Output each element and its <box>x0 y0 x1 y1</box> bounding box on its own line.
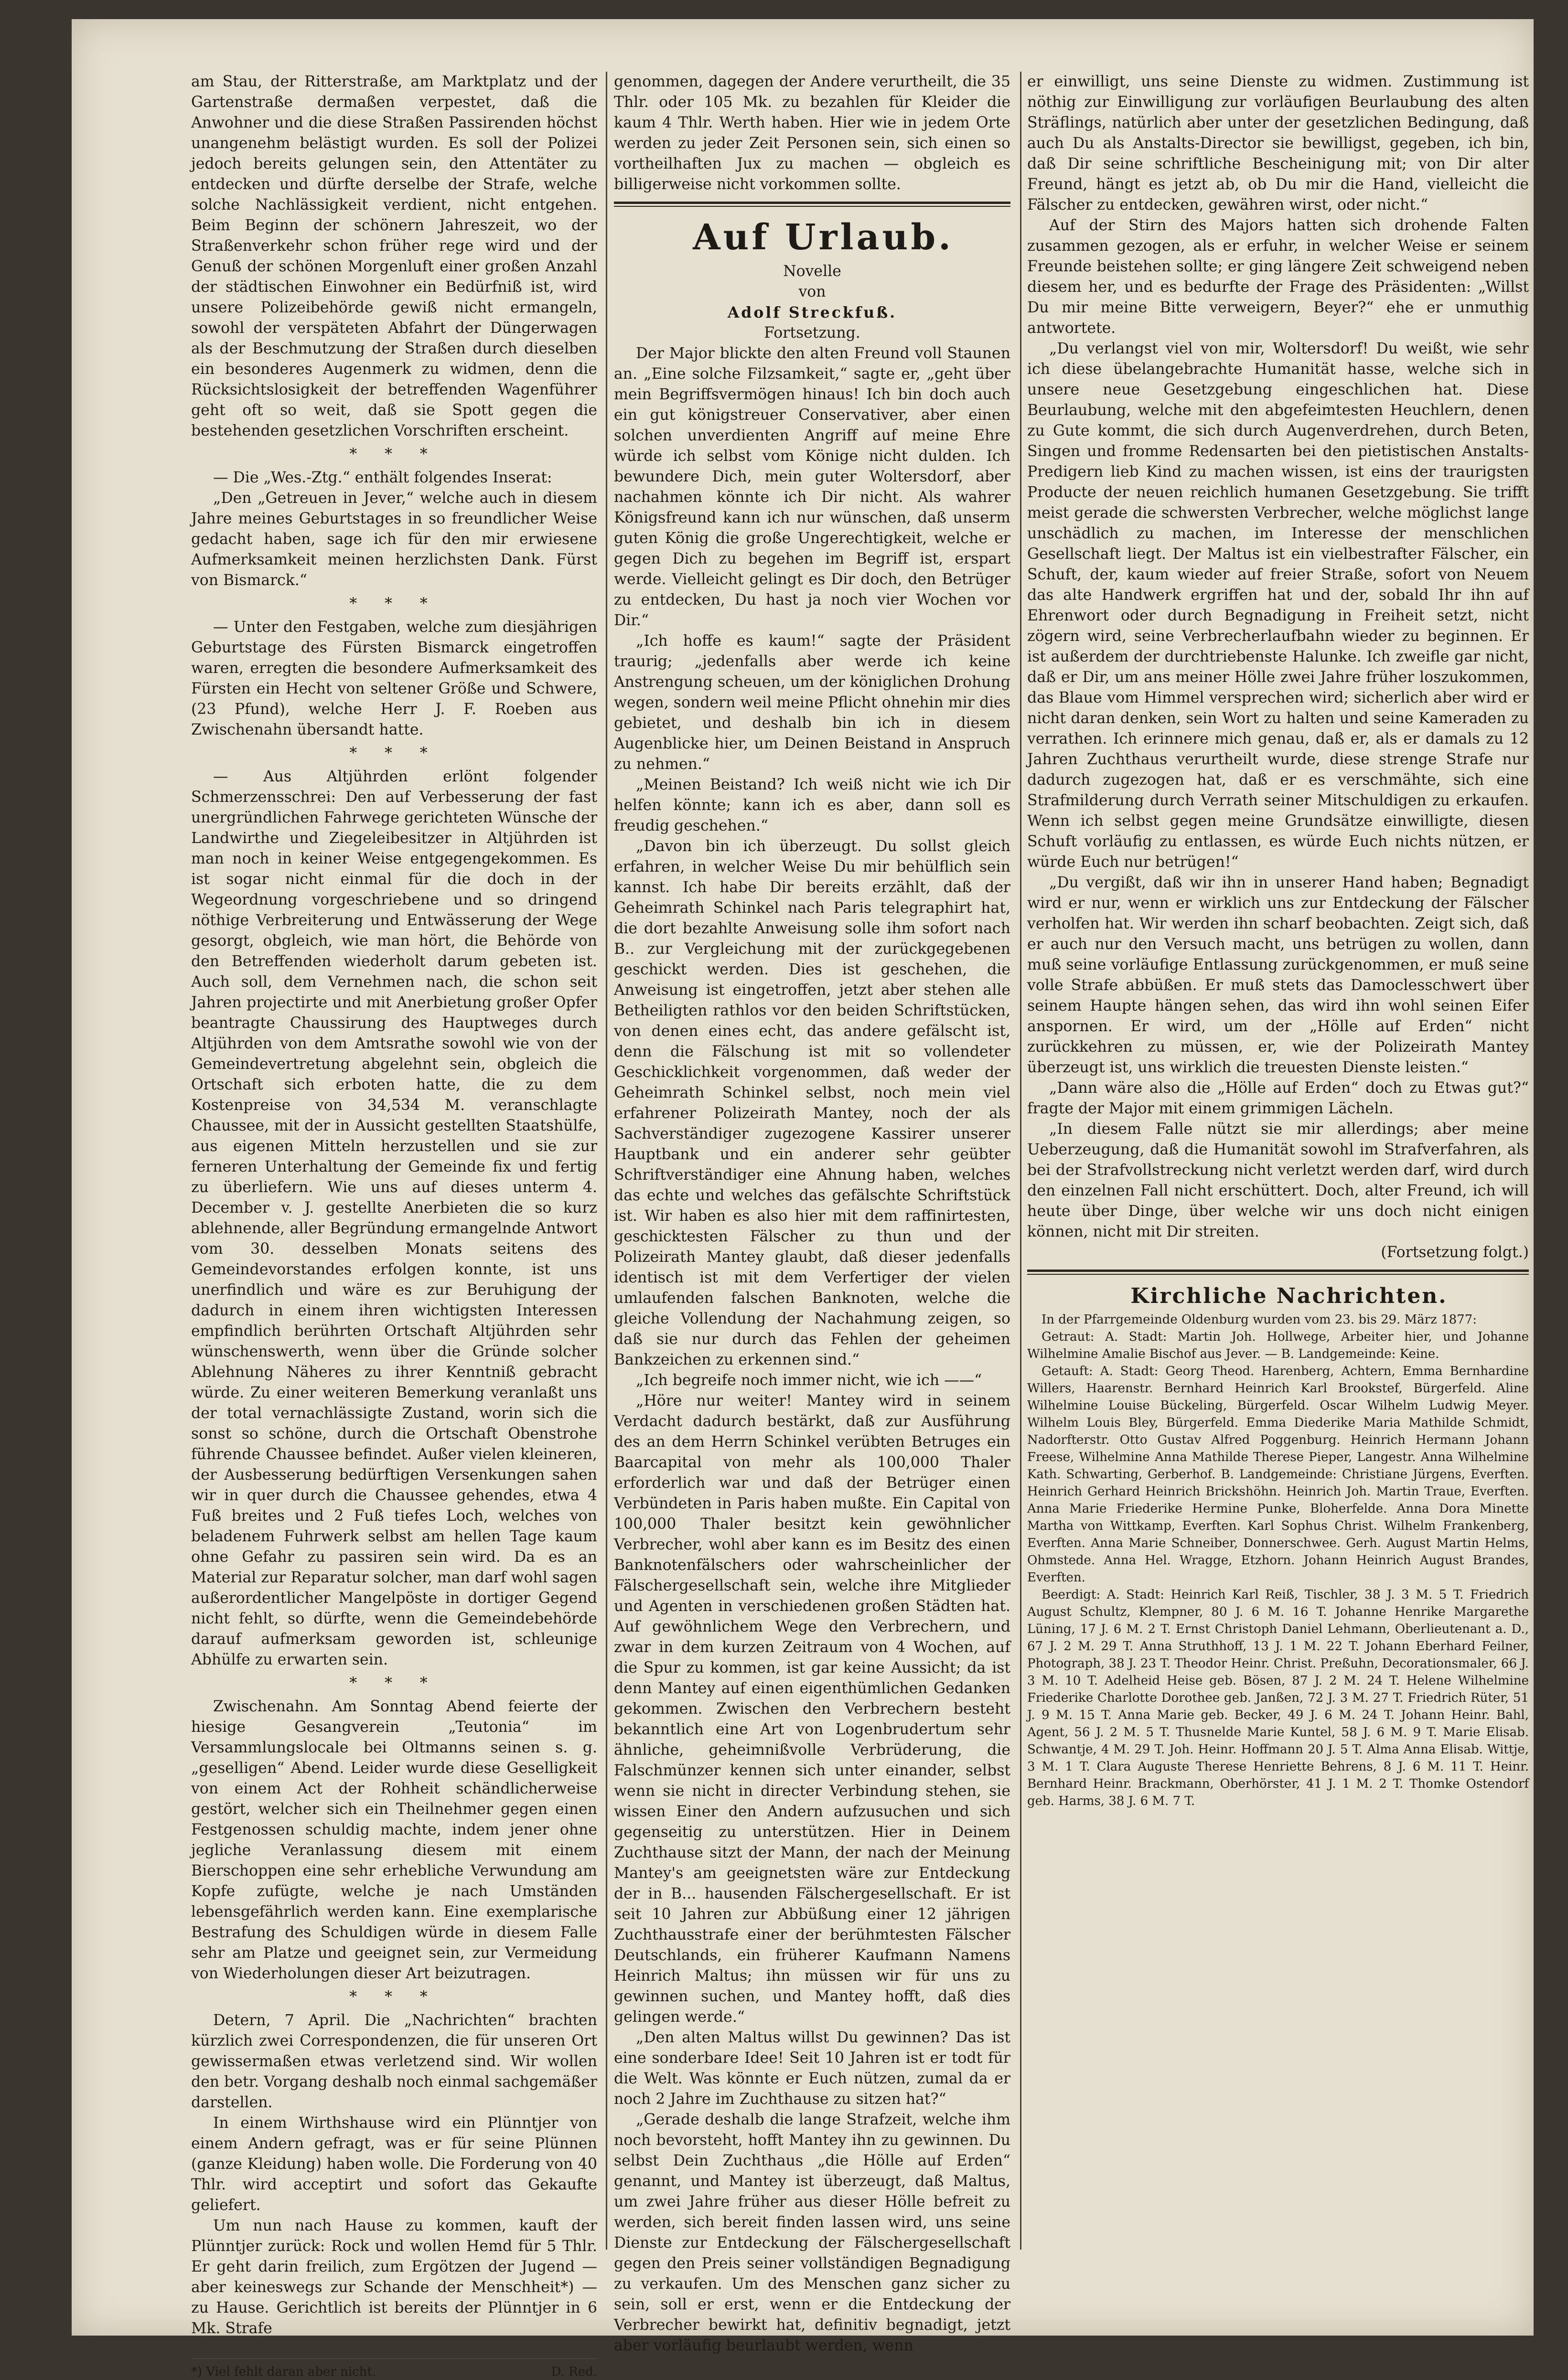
church-news-body <box>1027 1311 1529 1810</box>
column-2 <box>614 72 1010 2354</box>
footnote-text: *) Viel fehlt daran aber nicht. <box>191 2365 376 2379</box>
story-continuation: Fortsetzung. <box>764 324 860 342</box>
story-paragraph: „Ich hoffe es kaum!“ sagte der Präsident traurig; „jedenfalls aber werde ich keine Anstrengung scheuen, um der königlichen Drohung wegen, sondern weil meine Pflicht ohnehin mir dies gebietet, und deshalb bin ich in diesem Augenblicke hier, um Deinen Beistand in Anspruch zu nehmen.“ <box>614 632 1010 773</box>
article-zwischenahn: Zwischenahn. Am Sonntag Abend feierte der hiesige Gesangverein „Teutonia“ im Versammlungslocale bei Oltmanns seinen s. g. „geselligen“ Abend. Leider wurde diese Geselligkeit von einem Act der Rohheit schändlicherweise gestört, welcher sich ein Theilnehmer gegen einen Festgenossen schuldig machte, indem jener ohne jegliche Veranlassung diesem mit einem Bierschoppen eine sehr erhebliche Verwundung am Kopfe zufügte, welche je nach Umständen lebensgefährlich werden kann. Eine exemplarische Bestrafung des Schuldigen würde in diesem Falle sehr am Platze und geeignet sein, zur Vermeidung von Wiederholungen dieser Art beizutragen. <box>191 1698 597 1982</box>
article-detern-end: genommen, dagegen der Andere verurtheilt, die 35 Thlr. oder 105 Mk. zu bezahlen für Kleider die kaum 4 Thlr. Werth haben. Hier wie in jedem Orte werden zu jeder Zeit Personen sein, sich einen so vortheilhaften Jux zu machen — obgleich es billigerweise nicht vorkommen sollte. <box>614 73 1010 193</box>
story-by: von <box>798 283 826 300</box>
separator: * * * <box>349 595 439 612</box>
story-paragraph: „Meinen Beistand? Ich weiß nicht wie ich Dir helfen könnte; kann ich es aber, dann soll es freudig geschehen.“ <box>614 776 1010 834</box>
section-rule <box>614 202 1010 207</box>
article-inserat: „Den „Getreuen in Jever,“ welche auch in diesem Jahre meines Geburtstages in so freundlicher Weise gedacht haben, sage ich für den mir erwiesene Aufmerksamkeit meinen herzlichsten Dank. Fürst von Bismarck.“ <box>191 490 597 589</box>
church-news-baptized: Getauft: A. Stadt: Georg Theod. Harenberg, Achtern, Emma Bernhardine Willers, Haarenstr. Bernhard Heinrich Karl Brookstef, Bürgerfeld. Aline Wilhelmine Louise Bückeling, Bürgerfeld. Oscar Wilhelm Ludwig Meyer. Wilhelm Louis Bley, Bürgerfeld. Emma Diederike Maria Mathilde Schmidt, Nadorfterstr. Otto Gustav Alfred Poggenburg. Heinrich Hermann Johann Freese, Wilhelmine Anna Mathilde Therese Pieper, Langestr. Anna Wilhelmine Kath. Schwarting, Gerberhof. B. Landgemeinde: Christiane Jürgens, Everften. Heinrich Gerhard Heinrich Brickshöhn. Heinrich Joh. Martin Traue, Everften. Anna Marie Friederike Hermine Punke, Bloherfelde. Anna Dora Minette Martha von Wittkamp, Everften. Karl Sophus Christ. Wilhelm Frankenberg, Everften. Anna Marie Schneiber, Donnerschwee. Gerh. August Martin Helms, Ohmstede. Anna Hel. Wragge, Etzhorn. Johann Heinrich August Brandes, Everften. <box>1027 1364 1529 1585</box>
article-detern-3: Um nun nach Hause zu kommen, kauft der Plünntjer zurück: Rock und wollen Hemd für 5 Thlr. Er geht darin freilich, zum Ergötzen der Jugend — aber keineswegs zur Schande der Menschheit*) — zu Hause. Gerichtlich ist bereits der Plünntjer in 6 Mk. Strafe <box>191 2217 597 2337</box>
story-genre: Novelle <box>783 263 841 280</box>
story-paragraph: „Gerade deshalb die lange Strafzeit, welche ihm noch bevorsteht, hofft Mantey ihn zu gewinnen. Du selbst Dein Zuchthaus „die Hölle auf Erden“ genannt, und Mantey ist überzeugt, daß Maltus, um zwei Jahre früher aus dieser Hölle befreit zu werden, sich bereit finden lassen wird, uns seine Dienste zur Entdeckung der Fälschergesellschaft gegen den Preis seiner vollständigen Begnadigung zu verkaufen. Um des Menschen ganz sicher zu sein, soll er erst, wenn er die Entdeckung der Verbrecher bewirkt hat, definitiv begnadigt, jetzt aber vorläufig beurlaubt werden, wenn <box>614 2111 1010 2354</box>
article-altjuehrden: — Aus Altjührden erlönt folgender Schmerzensschrei: Den auf Verbesserung der fast unergründlichen Fahrwege gerichteten Wünsche der Landwirthe und Ziegeleibesitzer in Altjührden ist man noch in keiner Weise entgegengekommen. Es ist sogar nicht einmal für die doch in der Wegeordnung vorgeschriebene und so dringend nöthige Verbreiterung und Entwässerung der Wege gesorgt, obgleich, wie man hört, die Behörde von den Betreffenden wiederholt darum gebeten ist. Auch soll, dem Vernehmen nach, die schon seit Jahren projectirte und mit Anerbietung großer Opfer beantragte Chaussirung des Hauptweges durch Altjührden von dem Amtsrathe sowohl wie von der Gemeindevertretung abgelehnt sein, obgleich die Ortschaft sich erboten hatte, die zu dem Kostenpreise von 34,534 M. veranschlagte Chaussee, mit der in Aussicht gestellten Staatshülfe, aus eigenen Mitteln herzustellen und sie zur ferneren Unterhaltung der Gemeinde fix und fertig zu überliefern. Wie uns auf dieses unterm 4. December v. J. gestellte Anerbieten die so kurz ablehnende, aller Begründung ermangelnde Antwort vom 30. desselben Monats seitens des Gemeindevorstandes erfolgen konnte, ist uns unerfindlich und wäre es zur Beruhigung der dadurch in einem ihren wichtigsten Interessen empfindlich berührten Ortschaft Altjührden sehr wünschenswerth, wenn über die Gründe solcher Ablehnung Näheres zu ihrer Kenntniß gebracht würde. Zu einer weiteren Bemerkung veranlaßt uns der total vernachlässigte Zustand, worin sich die sonst so schöne, durch die Ortschaft Obenstrohe führende Chaussee befindet. Außer vielen kleineren, der Ausbesserung bedürftigen Versenkungen sahen wir in quer durch die Chaussee gehendes, etwa 4 Fuß breites und 2 Fuß tiefes Loch, welches von beladenem Fuhrwerk selbst am hellen Tage kaum ohne Gefahr zu passiren sein wird. Da es an Material zur Reparatur solcher, man darf wohl sagen außerordentlicher Mangelpöste in dortiger Gegend nicht fehlt, so dürfte, wenn die Gemeindebehörde darauf aufmerksam geworden ist, schleunige Abhülfe zu erwarten sein. <box>191 768 597 1668</box>
story-paragraph: „Du vergißt, daß wir ihn in unserer Hand haben; Begnadigt wird er nur, wenn er wirklich uns zur Entdeckung der Fälscher verholfen hat. Wir werden ihn scharf beobachten. Zeigt sich, daß er auch nur den Versuch macht, uns betrügen zu wollen, dann muß seine vorläufige Entlassung zurückgenommen, er muß seine volle Strafe abbüßen. Er muß stets das Damoclesschwert über seinem Haupte hängen sehen, das wird ihn wohl seinen Eifer anspornen. Er wird, um der „Hölle auf Erden“ nicht zurückkehren zu müssen, er, wie der Polizeirath Mantey überzeugt ist, uns wirklich die treuesten Dienste leisten.“ <box>1027 874 1529 1076</box>
story-paragraph: Der Major blickte den alten Freund voll Staunen an. „Eine solche Filzsamkeit,“ sagte er, „geht über mein Begriffsvermögen hinaus! Ich bin doch auch ein gut königstreuer Conservativer, aber einen solchen unverdienten Angriff auf meine Ehre würde ich selbst vom Könige nicht dulden. Ich bewundere Dich, mein guter Woltersdorf, aber nachahmen könnte ich Dir nicht. Als wahrer Königsfreund kann ich nur wünschen, daß unserm guten König die große Ungerechtigkeit, welche er gegen Dich zu begehen im Begriff ist, erspart werde. Vielleicht gelingt es Dir doch, den Betrüger zu entdecken, Du hast ja noch vier Wochen vor Dir.“ <box>614 345 1010 629</box>
story-title: Auf Urlaub. <box>693 217 954 258</box>
story-paragraph: „Höre nur weiter! Mantey wird in seinem Verdacht dadurch bestärkt, daß zur Ausführung des an dem Herrn Schinkel verübten Betruges ein Baarcapital von mehr als 100,000 Thaler erforderlich war und daß der Betrüger einen Verbündeten in Paris haben mußte. Ein Capital von 100,000 Thaler besitzt kein gewöhnlicher Verbrecher, wohl aber kann es im Besitz des einen Banknotenfälschers oder wahrscheinlicher der Fälschergesellschaft sein, welche ihre Mitglieder und Agenten in verschiedenen großen Städten hat. Auf gewöhnlichem Wege den Verbrechern, und zwar in dem kurzen Zeitraum von 4 Wochen, auf die Spur zu kommen, ist gar keine Aussicht; da ist denn Mantey auf einen eigenthümlichen Gedanken gekommen. Zwischen den Verbrechern besteht bekanntlich eine Art von Logenbrudertum sehr ähnliche, geheimnißvolle Verbrüderung, die Falschmünzer kennen sich unter einander, selbst wenn sie nicht in directer Verbindung stehen, sie wissen Einer den Andern aufzusuchen und sich gegenseitig zu unterstützen. Hier in Deinem Zuchthause sitzt der Mann, der nach der Meinung Mantey's am geeignetsten wäre zur Entdeckung der in B... hausenden Fälschergesellschaft. Er ist seit 10 Jahren zur Abbüßung einer 12 jährigen Zuchthausstrafe einer der berühmtesten Fälscher Deutschlands, ein früherer Kaufmann Namens Heinrich Maltus; ihn müssen wir für uns zu gewinnen suchen, und Mantey hofft, daß dies gelingen werde.“ <box>614 1392 1010 2026</box>
to-be-continued: (Fortsetzung folgt.) <box>1381 1244 1529 1261</box>
story-paragraph: „Den alten Maltus willst Du gewinnen? Das ist eine sonderbare Idee! Seit 10 Jahren ist er todt für die Welt. Was könnte er Euch nützen, zumal da er noch 2 Jahre im Zuchthause zu sitzen hat?“ <box>614 2029 1010 2108</box>
column-rule <box>606 72 607 2250</box>
article-wes-ztg: — Die „Wes.-Ztg.“ enthält folgendes Inserat: <box>213 469 552 486</box>
separator: * * * <box>349 1988 439 2006</box>
footnote <box>191 2358 597 2380</box>
separator: * * * <box>349 1675 439 1692</box>
church-news-married: Getraut: A. Stadt: Martin Joh. Hollwege, Arbeiter hier, und Johanne Wilhelmine Amalie Bischof aus Jever. — B. Landgemeinde: Keine. <box>1027 1330 1529 1361</box>
separator: * * * <box>349 745 439 762</box>
column-3 <box>1027 72 1529 2250</box>
story-paragraph: „Du verlangst viel von mir, Woltersdorf! Du weißt, wie sehr ich diese übelangebrachte Humanität hasse, welche sich in unsere neue Gesetzgebung eingeschlichen hat. Diese Beurlaubung, welche mit den abgefeimtesten Heuchlern, denen zu Gute kommt, die sich durch Augenverdrehen, durch Beten, Singen und fromme Redensarten bei den pietistischen Anstalts-Predigern lieb Kind zu machen wissen, ist eins der traurigsten Producte der neuen reichlich humanen Gesetzgebung. Sie trifft meist gerade die schwersten Verbrecher, welche möglichst lange unschädlich zu machen, im Interesse der menschlichen Gesellschaft liegt. Der Maltus ist ein vielbestrafter Fälscher, ein Schuft, der, kaum wieder auf freier Straße, sofort von Neuem das alte Handwerk ergriffen hat und der, sobald Ihr ihn auf Ehrenwort oder durch Begnadigung in Freiheit setzt, nicht zögern wird, seine Verbrecherlaufbahn wieder zu beginnen. Er ist außerdem der durchtriebenste Halunke. Ich zweifle gar nicht, daß er Dir, um ans meiner Hölle zwei Jahre früher loszukommen, das Blaue vom Himmel versprechen wird; sicherlich aber wird er nicht daran denken, sein Wort zu halten und seine Kameraden zu verrathen. Ich erinnere mich genau, daß er, als er damals zu 12 Jahren Zuchthaus verurtheilt wurde, diese strenge Strafe nur dadurch zugezogen hat, daß er es verschmähte, sich eine Strafmilderung durch Verrath seiner Mitschuldigen zu erkaufen. Wenn ich selbst gegen meine Grundsätze einwilligte, diesen Schuft vorläufig zu entlassen, es würde Euch nichts nützen, er würde Euch nur betrügen!“ <box>1027 340 1529 871</box>
column-rule <box>1020 72 1021 2250</box>
story-paragraph: er einwilligt, uns seine Dienste zu widmen. Zustimmung ist nöthig zur Einwilligung zur vorläufigen Beurlaubung des alten Sträflings, natürlich aber unter der gesetzlichen Bedingung, daß auch Du als Anstalts-Director sie bewilligst, gegeben, ich bin, daß Dir seine schriftliche Bescheinigung mit; von Dir alter Freund, hängt es jetzt ab, ob Du mir die Hand, vielleicht die Fälscher zu entdecken, gewähren wirst, oder nicht.“ <box>1027 73 1529 213</box>
story-paragraph: „Davon bin ich überzeugt. Du sollst gleich erfahren, in welcher Weise Du mir behülflich sein kannst. Ich habe Dir bereits erzählt, daß der Geheimrath Schinkel nach Paris telegraphirt hat, die dort bezahlte Anweisung solle ihm sofort nach B.. zur Vergleichung mit der zurückgegebenen geschickt werden. Dies ist geschehen, die Anweisung ist eingetroffen, jetzt aber stehen alle Betheiligten rathlos vor den beiden Schriftstücken, von denen eines echt, das andere gefälscht ist, denn die Fälschung ist mit so vollendeter Geschicklichkeit vorgenommen, daß weder der Geheimrath Schinkel selbst, noch mein viel erfahrener Polizeirath Mantey, noch der als Sachverständiger zugezogene Kassirer unserer Hauptbank und ein anderer sehr geübter Schriftverständiger eine Ahnung haben, welches das echte und welches das gefälschte Schriftstück ist. Wir haben es also hier mit dem raffinirtesten, geschicktesten Fälscher zu thun und der Polizeirath Mantey glaubt, daß dieser jedenfalls identisch ist mit dem Verfertiger der vielen umlaufenden falschen Banknoten, welche die gleiche Vollendung der Nachahmung zeigen, so daß sie nur durch das Fehlen der geheimen Bankzeichen zu erkennen sind.“ <box>614 838 1010 1368</box>
church-news-intro: In der Pfarrgemeinde Oldenburg wurden vom 23. bis 29. März 1877: <box>1042 1313 1477 1327</box>
article-pollution: am Stau, der Ritterstraße, am Marktplatz und der Gartenstraße dermaßen verpestet, daß die Anwohner und die diese Straßen Passirenden höchst unangenehm belästigt wurden. Es soll der Polizei jedoch bereits gelungen sein, den Attentäter zu entdecken und dürfte derselbe der Strafe, welche solche Nachlässigkeit verdient, nicht entgehen. Beim Beginn der schönern Jahreszeit, wo der Straßenverkehr schon früher rege wird und der Genuß der schönen Morgenluft einer großen Anzahl der städtischen Einwohner ein Bedürfniß ist, wird unsere Polizeibehörde gewiß nicht ermangeln, sowohl der verspäteten Abfahrt der Düngerwagen als der Beschmutzung der Straßen durch dieselben ein besonderes Augenmerk zu widmen, denn die Rücksichtslosigkeit der betreffenden Wagenführer geht oft so weit, daß sie Spott gegen die bestehenden gesetzlichen Vorschriften erscheint. <box>191 73 597 439</box>
story-paragraph: „Dann wäre also die „Hölle auf Erden“ doch zu Etwas gut?“ fragte der Major mit einem grimmigen Lächeln. <box>1027 1079 1529 1117</box>
article-bismarck-gifts: — Unter den Festgaben, welche zum diesjährigen Geburtstage des Fürsten Bismarck eingetroffen waren, erregten die besondere Aufmerksamkeit des Fürsten ein Hecht von seltener Größe und Schwere, (23 Pfund), welche Herr J. F. Roeben aus Zwischenahn übersandt hatte. <box>191 619 597 738</box>
church-news-title: Kirchliche Nachrichten. <box>1130 1284 1448 1308</box>
article-detern: Detern, 7 April. Die „Nachrichten“ brachten kürzlich zwei Correspondenzen, die für unseren Ort gewissermaßen etwas verletzend sind. Wir wollen den betr. Vorgang deshalb noch einmal sachgemäßer darstellen. <box>191 2012 597 2111</box>
column-1 <box>191 72 597 2379</box>
story-author: Adolf Streckfuß. <box>727 304 897 321</box>
story-paragraph: Auf der Stirn des Majors hatten sich drohende Falten zusammen gezogen, als er erfuhr, in welcher Weise er seinem Freunde beistehen sollte; er ging längere Zeit schweigend neben diesem her, und es bedurfte der Frage des Präsidenten: „Willst Du mir meine Bitte verweigern, Beyer?“ ehe er unmuthig antwortete. <box>1027 217 1529 337</box>
newspaper-page <box>72 19 1534 2379</box>
article-detern-2: In einem Wirthshause wird ein Plünntjer von einem Andern gefragt, was er für seine Plünnen (ganze Kleidung) haben wolle. Die Forderung von 40 Thlr. wird acceptirt und sofort das Gekaufte geliefert. <box>191 2114 597 2214</box>
section-rule <box>1027 1270 1529 1275</box>
story-paragraph: „In diesem Falle nützt sie mir allerdings; aber meine Ueberzeugung, daß die Humanität sowohl im Strafverfahren, als bei der Strafvollstreckung nicht verletzt werden darf, wird durch den einzelnen Fall nicht erschüttert. Doch, alter Freund, ich will heute über Dinge, über welche wir uns doch nicht einigen können, nicht mit Dir streiten. <box>1027 1121 1529 1240</box>
separator: * * * <box>349 446 439 463</box>
footnote-signature: D. Red. <box>551 2365 597 2379</box>
church-news-buried: Beerdigt: A. Stadt: Heinrich Karl Reiß, Tischler, 38 J. 3 M. 5 T. Friedrich August Schultz, Klempner, 80 J. 6 M. 16 T. Johanne Henrike Margarethe Lüning, 17 J. 6 M. 2 T. Ernst Christoph Daniel Lehmann, Oberlieutenant a. D., 67 J. 2 M. 29 T. Anna Struthhoff, 13 J. 1 M. 22 T. Johann Eberhard Feilner, Photograph, 38 J. 23 T. Theodor Heinr. Christ. Preßuhn, Decorationsmaler, 66 J. 3 M. 10 T. Adelheid Heise geb. Bösen, 87 J. 2 M. 24 T. Helene Wilhelmine Friederike Charlotte Dorothee geb. Janßen, 72 J. 3 M. 27 T. Friedrich Rüter, 51 J. 9 M. 15 T. Anna Marie geb. Becker, 49 J. 6 M. 24 T. Johann Heinr. Bahl, Agent, 56 J. 2 M. 5 T. Thusnelde Marie Kuntel, 58 J. 6 M. 9 T. Marie Elisab. Schwantje, 4 M. 29 T. Joh. Heinr. Hoffmann 20 J. 5 T. Alma Anna Elisab. Wittje, 3 M. 1 T. Clara Auguste Therese Henriette Behrens, 8 J. 6 M. 11 T. Heinr. Bernhard Heinr. Brackmann, Oberhörster, 41 J. 1 M. 2 T. Thomke Ostendorf geb. Harms, 38 J. 6 M. 7 T. <box>1027 1588 1529 1808</box>
story-paragraph: „Ich begreife noch immer nicht, wie ich ——“ <box>636 1372 982 1389</box>
